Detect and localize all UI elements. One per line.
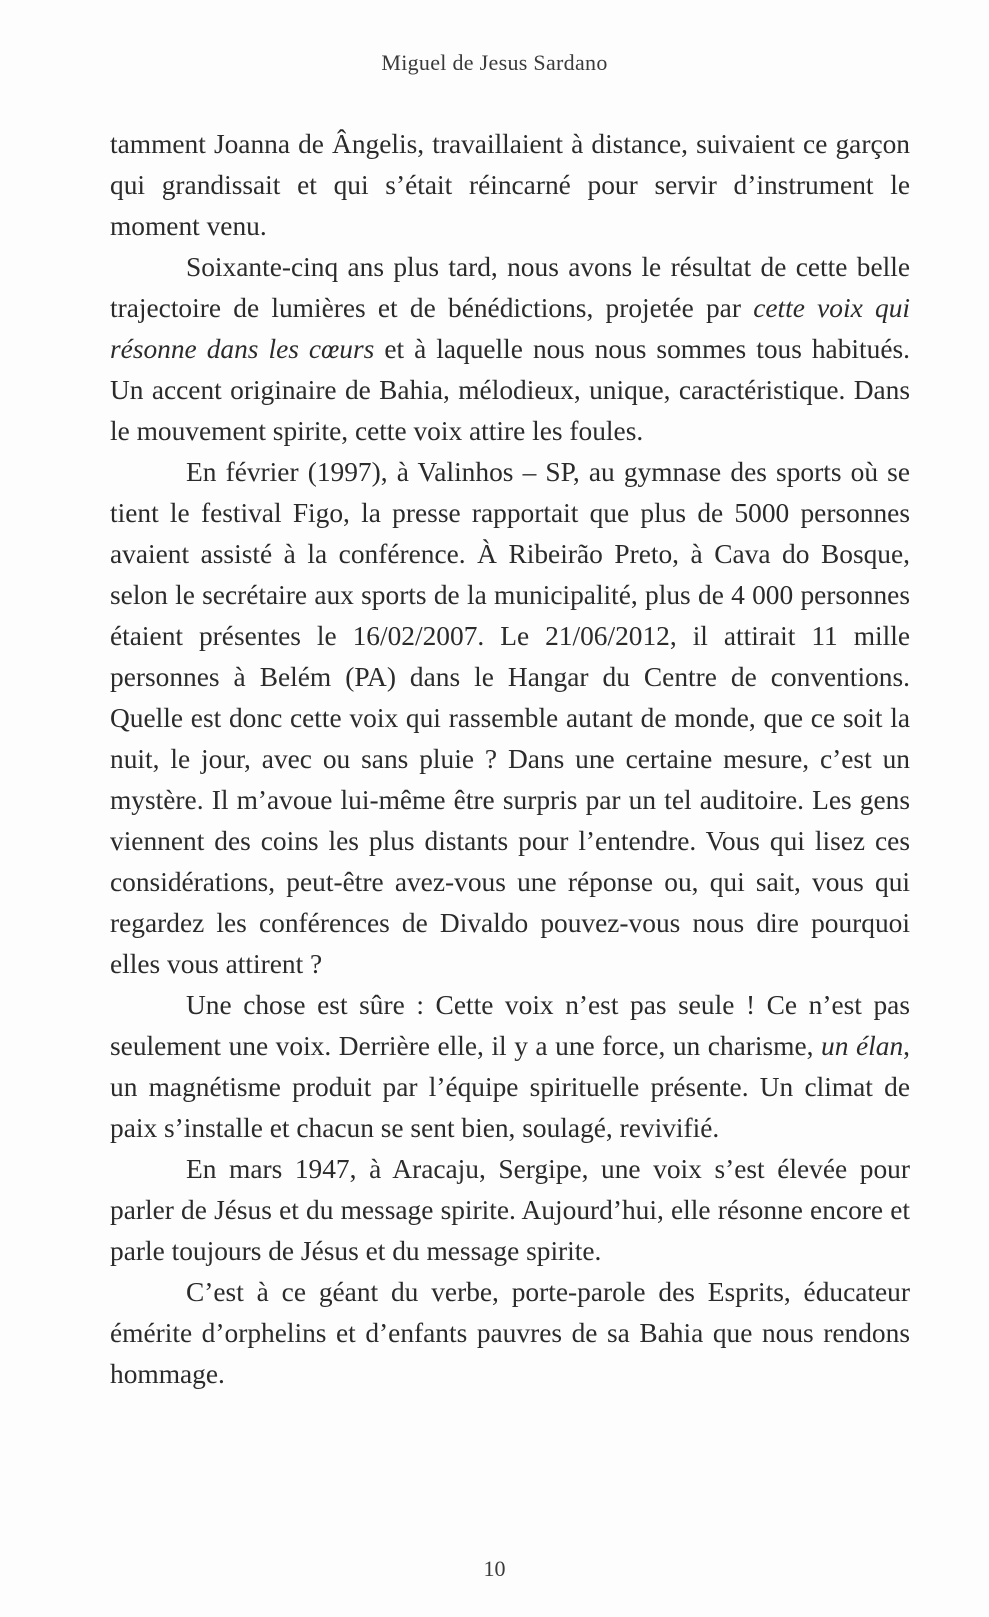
- paragraph: [110, 985, 910, 1149]
- page-number: 10: [483, 1556, 506, 1581]
- paragraph-text: , un magnétisme produit par l’équipe spirituelle présente. Un climat de paix s’installe et chacun se sent bien, soulagé, revivifié.: [110, 1031, 910, 1143]
- italic-phrase: un élan: [821, 1031, 904, 1061]
- paragraph-text: En mars 1947, à Aracaju, Sergipe, une voix s’est élevée pour parler de Jésus et du message spirite. Aujourd’hui, elle résonne encore et parle toujours de Jésus et du message spirite.: [110, 1154, 910, 1266]
- paragraph: [110, 1272, 910, 1395]
- paragraph-text: Une chose est sûre : Cette voix n’est pas seule ! Ce n’est pas seulement une voix. Derrière elle, il y a une force, un charisme,: [110, 990, 910, 1061]
- paragraph-text: Soixante-cinq ans plus tard, nous avons le résultat de cette belle trajectoire de lumières et de bénédictions, projetée par: [110, 252, 910, 323]
- paragraph: [110, 247, 910, 452]
- paragraph: [110, 1149, 910, 1272]
- paragraph-text: tamment Joanna de Ângelis, travaillaient à distance, suivaient ce garçon qui grandissait et qui s’était réincarné pour servir d’instrument le moment venu.: [110, 129, 910, 241]
- paragraph-text: C’est à ce géant du verbe, porte-parole des Esprits, éducateur émérite d’orphelins et d’enfants pauvres de sa Bahia que nous rendons hommage.: [110, 1277, 910, 1389]
- paragraph-text: En février (1997), à Valinhos – SP, au gymnase des sports où se tient le festival Figo, la presse rapportait que plus de 5000 personnes avaient assisté à la conférence. À Ribeirão Preto, à Cava do Bosque, selon le secrétaire aux sports de la municipalité, plus de 4 000 personnes étaient présentes le 16/02/2007. Le 21/06/2012, il attirait 11 mille personnes à Belém (PA) dans le Hangar du Centre de conventions. Quelle est donc cette voix qui rassemble autant de monde, que ce soit la nuit, le jour, avec ou sans pluie ? Dans une certaine mesure, c’est un mystère. Il m’avoue lui-même être surpris par un tel auditoire. Les gens viennent des coins les plus distants pour l’entendre. Vous qui lisez ces considérations, peut-être avez-vous une réponse ou, qui sait, vous qui regardez les conférences de Divaldo pouvez-vous nous dire pourquoi elles vous attirent ?: [110, 457, 910, 979]
- paragraph: [110, 452, 910, 985]
- running-header-author: Miguel de Jesus Sardano: [381, 50, 608, 75]
- paragraph-text: et à laquelle nous nous sommes tous habitués. Un accent originaire de Bahia, mélodieux, unique, caractéristique. Dans le mouvement spirite, cette voix attire les foules.: [110, 334, 910, 446]
- body-text: [110, 124, 910, 1395]
- paragraph-continuation: [110, 124, 910, 247]
- italic-phrase: cette voix qui résonne dans les cœurs: [110, 293, 910, 364]
